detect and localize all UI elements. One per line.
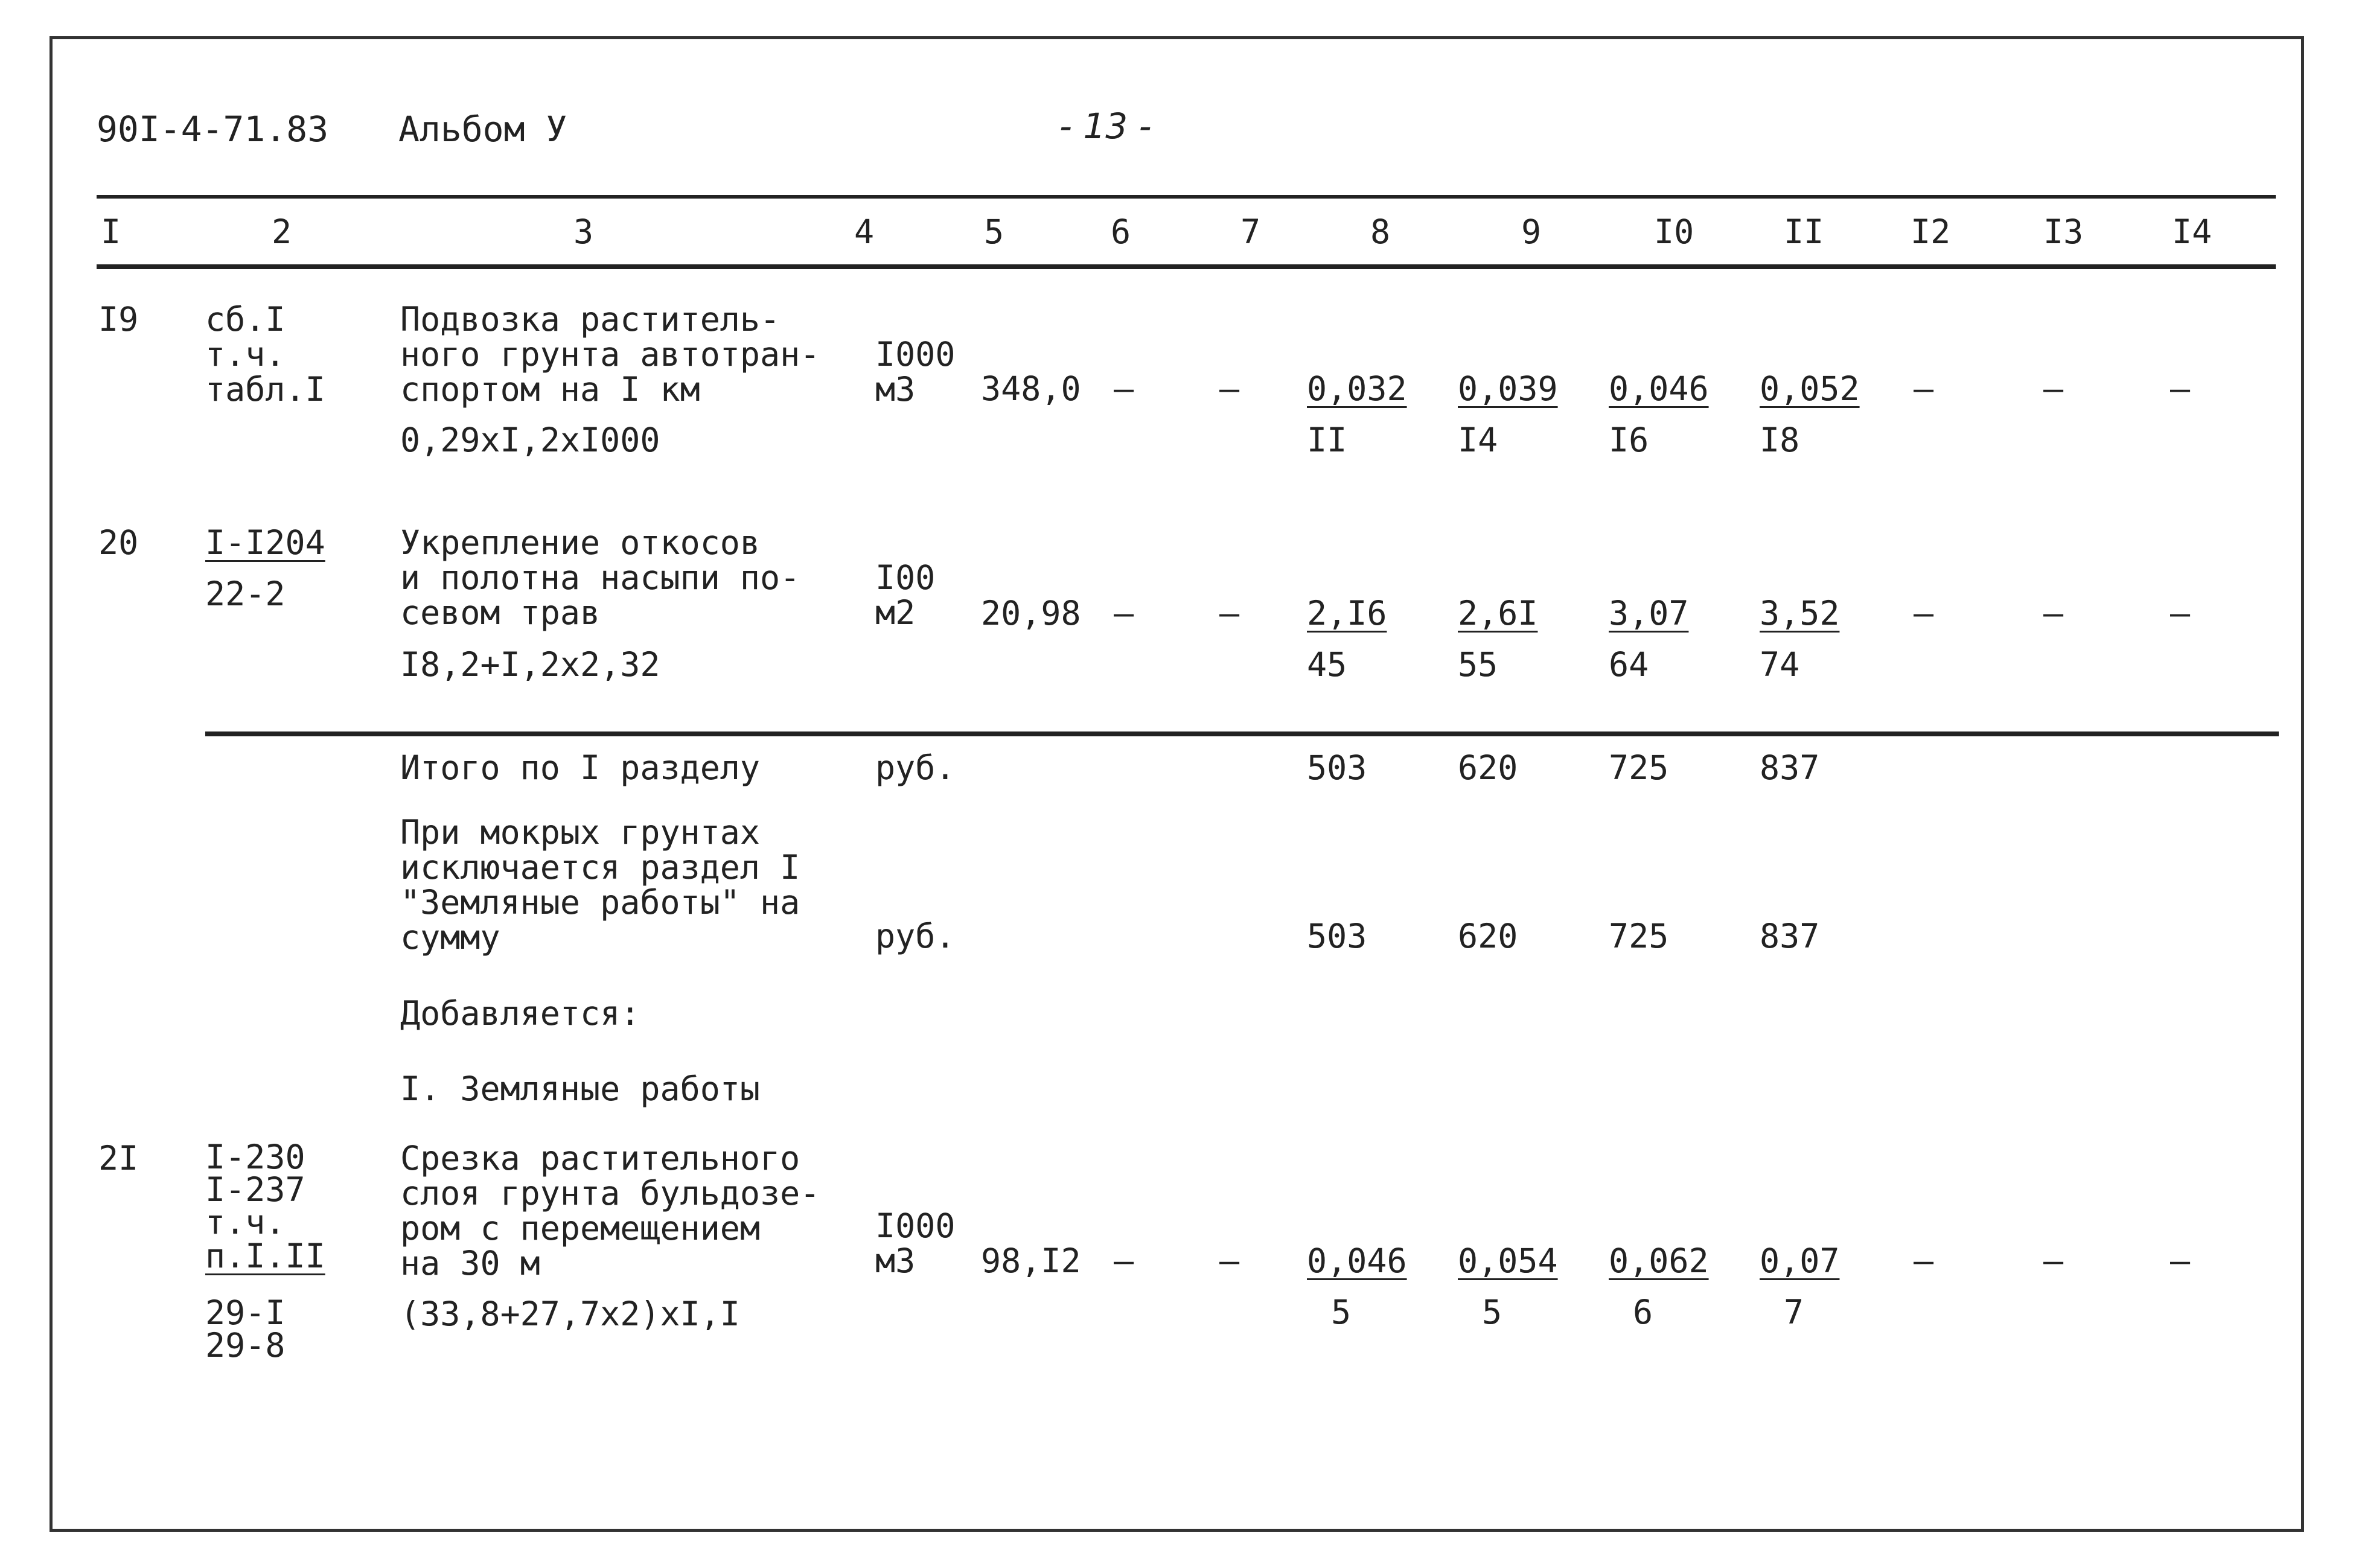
doc-code: 90I-4-71.83 — [97, 109, 329, 150]
wet-col10: 725 — [1609, 917, 1669, 955]
cell-col7: – — [1219, 594, 1240, 633]
row-unit: I000 м3 — [875, 1206, 956, 1280]
col-header: 7 — [1240, 212, 1261, 251]
row-reference: сб.I т.ч. табл.I — [205, 300, 325, 409]
col-header: I0 — [1654, 212, 1694, 251]
cell-col9-sub: 5 — [1482, 1293, 1502, 1331]
cell-col12: – — [1914, 369, 1934, 408]
cell-col10: 3,07 — [1609, 594, 1689, 633]
row-reference-sub: 22-2 — [205, 575, 286, 613]
row-number: 20 — [98, 523, 139, 562]
row-description: Срезка растительного слоя грунта бульдозе- ром с перемещением на 30 м — [400, 1139, 820, 1283]
cell-col13: – — [2043, 594, 2064, 633]
cell-col11: 0,052 — [1760, 369, 1860, 408]
cell-col5: 20,98 — [981, 594, 1081, 633]
col-header: 8 — [1370, 212, 1391, 251]
page-frame — [49, 36, 2304, 1532]
cell-col9-sub: 55 — [1458, 645, 1498, 684]
cell-col8: 0,032 — [1307, 369, 1407, 408]
header-top-rule — [97, 195, 2276, 199]
row-number: 2I — [98, 1139, 139, 1178]
col-header: I3 — [2043, 212, 2084, 251]
col-header: II — [1784, 212, 1824, 251]
cell-col6: – — [1114, 369, 1134, 408]
col-header: 4 — [854, 212, 875, 251]
cell-col9: 0,054 — [1458, 1241, 1558, 1280]
wet-col11: 837 — [1760, 917, 1820, 955]
total-label: Итого по I разделу — [400, 748, 761, 787]
cell-col7: – — [1219, 1241, 1240, 1280]
wet-col8: 503 — [1307, 917, 1367, 955]
cell-col7: – — [1219, 369, 1240, 408]
album-label: Альбом У — [398, 109, 567, 150]
header-bottom-rule — [97, 264, 2276, 269]
row-description: Укрепление откосов и полотна насыпи по- севом трав — [400, 523, 800, 632]
cell-col6: – — [1114, 594, 1134, 633]
total-col11: 837 — [1760, 748, 1820, 787]
cell-col5: 348,0 — [981, 369, 1081, 408]
cell-col8: 0,046 — [1307, 1241, 1407, 1280]
cell-col9: 0,039 — [1458, 369, 1558, 408]
wet-col9: 620 — [1458, 917, 1518, 955]
cell-col6: – — [1114, 1241, 1134, 1280]
cell-col10: 0,046 — [1609, 369, 1709, 408]
cell-col11-sub: 74 — [1760, 645, 1800, 684]
cell-col13: – — [2043, 1241, 2064, 1280]
cell-col8-sub: 5 — [1331, 1293, 1352, 1331]
cell-col8-sub: II — [1307, 421, 1347, 459]
row-calculation: (33,8+27,7х2)хI,I — [400, 1295, 740, 1333]
cell-col11: 3,52 — [1760, 594, 1840, 633]
row-reference: I-230 I-237 т.ч. — [205, 1138, 305, 1241]
cell-col14: – — [2170, 1241, 2191, 1280]
total-col8: 503 — [1307, 748, 1367, 787]
cell-col10: 0,062 — [1609, 1241, 1709, 1280]
col-header: 3 — [573, 212, 594, 251]
col-header: 9 — [1521, 212, 1542, 251]
cell-col13: – — [2043, 369, 2064, 408]
col-header: I4 — [2172, 212, 2212, 251]
total-unit: руб. — [875, 748, 956, 787]
row-description: Подвозка раститель- ного грунта автотран- спортом на I км — [400, 300, 820, 409]
row-reference-under: п.I.II — [205, 1237, 325, 1275]
cell-col10-sub: I6 — [1609, 421, 1649, 459]
cell-col12: – — [1914, 1241, 1934, 1280]
row-calculation: I8,2+I,2х2,32 — [400, 645, 660, 684]
col-header: I2 — [1911, 212, 1951, 251]
cell-col14: – — [2170, 594, 2191, 633]
page-number: - 13 - — [1059, 106, 1152, 147]
cell-col10-sub: 64 — [1609, 645, 1649, 684]
cell-col8-sub: 45 — [1307, 645, 1347, 684]
row-reference: I-I204 — [205, 523, 325, 562]
col-header: 6 — [1111, 212, 1131, 251]
cell-col10-sub: 6 — [1633, 1293, 1653, 1331]
cell-col8: 2,I6 — [1307, 594, 1387, 633]
total-col10: 725 — [1609, 748, 1669, 787]
wet-soil-label: При мокрых грунтах исключается раздел I "Земляные работы" на сумму — [400, 813, 800, 957]
added-label: Добавляется: — [400, 994, 640, 1033]
cell-col9: 2,6I — [1458, 594, 1538, 633]
subtotal-rule — [205, 731, 2279, 736]
section-title: I. Земляные работы — [400, 1069, 761, 1108]
col-header: 2 — [272, 212, 292, 251]
col-header: 5 — [984, 212, 1004, 251]
cell-col5: 98,I2 — [981, 1241, 1081, 1280]
cell-col12: – — [1914, 594, 1934, 633]
total-col9: 620 — [1458, 748, 1518, 787]
cell-col11: 0,07 — [1760, 1241, 1840, 1280]
cell-col11-sub: I8 — [1760, 421, 1800, 459]
cell-col11-sub: 7 — [1784, 1293, 1804, 1331]
col-header: I — [101, 212, 121, 251]
row-number: I9 — [98, 300, 139, 339]
wet-soil-unit: руб. — [875, 917, 956, 955]
row-calculation: 0,29хI,2хI000 — [400, 421, 660, 459]
row-unit: I00 м2 — [875, 558, 936, 632]
cell-col9-sub: I4 — [1458, 421, 1498, 459]
cell-col14: – — [2170, 369, 2191, 408]
row-reference-sub: 29-I 29-8 — [205, 1293, 286, 1365]
row-unit: I000 м3 — [875, 335, 956, 409]
